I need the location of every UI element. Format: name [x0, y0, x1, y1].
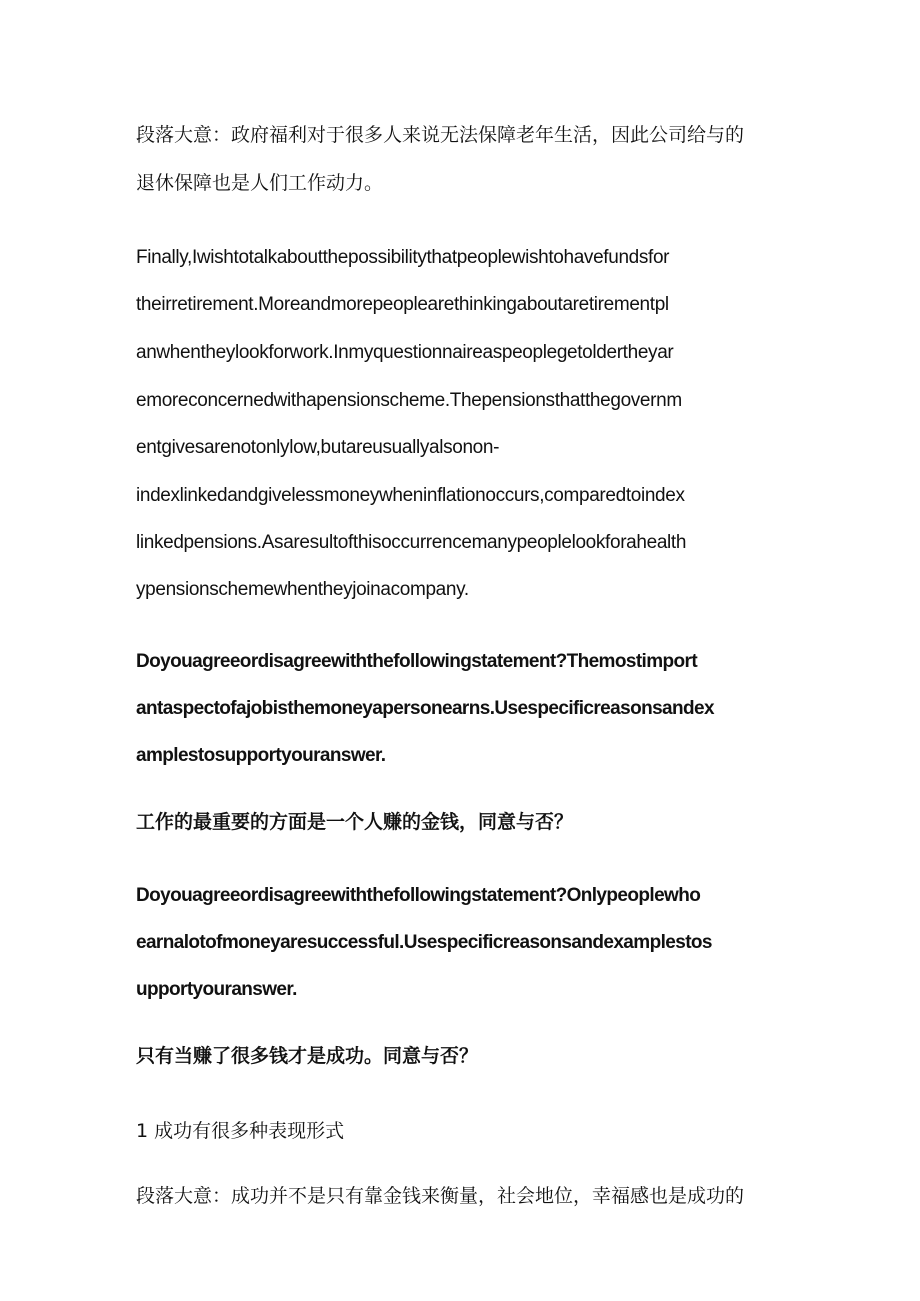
summary-line-2: 退休保障也是人们工作动力。: [136, 172, 384, 194]
summary-2-line-1: 段落大意：成功并不是只有靠金钱来衡量，社会地位，幸福感也是成功的: [136, 1185, 745, 1207]
prompt-1-line-3: amplestosupportyouranswer.: [136, 745, 386, 766]
point-1-heading: 1 成功有很多种表现形式: [136, 1120, 345, 1142]
prompt-2-chinese: 只有当赚了很多钱才是成功。同意与否？: [136, 1045, 479, 1067]
body-line-2: theirretirement.Moreandmorepeoplearethinkingaboutaretirementpl: [136, 294, 669, 315]
summary-line-1: 段落大意：政府福利对于很多人来说无法保障老年生活，因此公司给与的: [136, 124, 745, 146]
body-line-7: linkedpensions.Asaresultofthisoccurrencemanypeoplelookforahealth: [136, 532, 687, 553]
prompt-1-line-1: Doyouagreeordisagreewiththefollowingstatement?Themostimport: [136, 651, 698, 672]
prompt-2-line-2: earnalotofmoneyaresuccessful.Usespecificreasonsandexamplestos: [136, 932, 712, 953]
body-line-4: emoreconcernedwithapensionscheme.Thepensionsthatthegovernm: [136, 390, 682, 411]
prompt-2-line-1: Doyouagreeordisagreewiththefollowingstatement?Onlypeoplewho: [136, 885, 701, 906]
body-line-8: ypensionschemewhentheyjoinacompany.: [136, 579, 469, 600]
prompt-1-chinese: 工作的最重要的方面是一个人赚的金钱，同意与否？: [136, 811, 574, 833]
prompt-1-line-2: antaspectofajobisthemoneyapersonearns.Usespecificreasonsandex: [136, 698, 714, 719]
body-line-3: anwhentheylookforwork.Inmyquestionnaireaspeoplegetoldertheyar: [136, 342, 674, 363]
body-line-6: indexlinkedandgivelessmoneywheninflationoccurs,comparedtoindex: [136, 485, 685, 506]
body-line-5: entgivesarenotonlylow,butareusuallyalsonon-: [136, 437, 500, 458]
prompt-2-line-3: upportyouranswer.: [136, 979, 297, 1000]
body-line-1: Finally,Iwishtotalkaboutthepossibilitythatpeoplewishtohavefundsfor: [136, 247, 670, 268]
